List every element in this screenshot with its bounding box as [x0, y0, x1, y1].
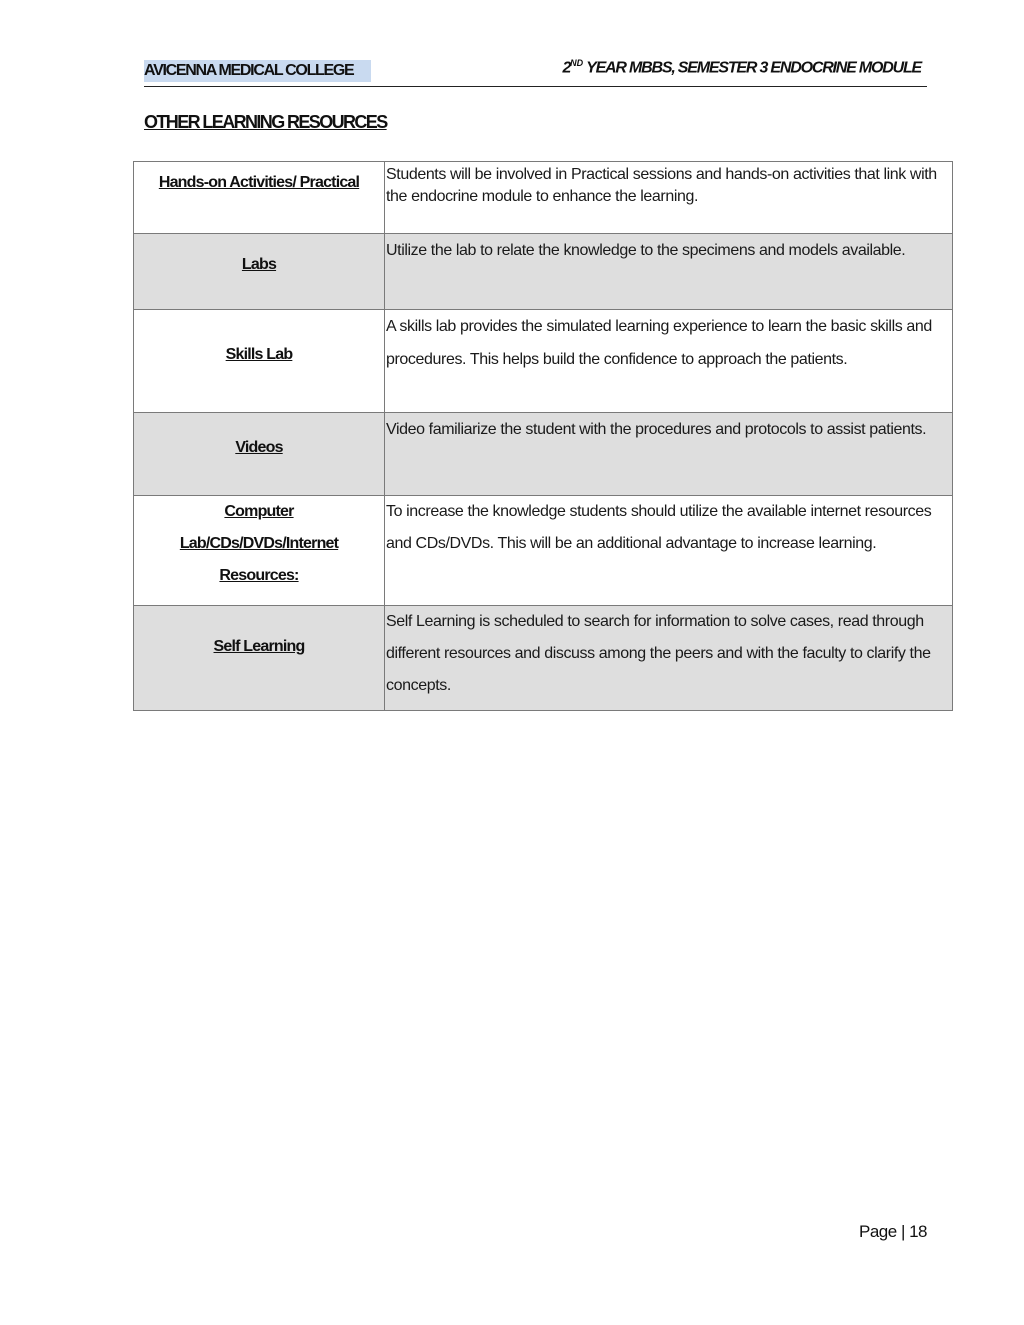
table-row [134, 310, 953, 413]
resource-description-cell [385, 496, 953, 606]
resource-description: Utilize the lab to relate the knowledge to the specimens and models available. [386, 242, 906, 259]
year-number: 2 [562, 59, 571, 77]
resource-label-cell [134, 162, 385, 234]
resource-label-cell [134, 310, 385, 413]
resource-label-cell [134, 413, 385, 496]
section-title: OTHER LEARNING RESOURCES [144, 112, 387, 132]
resource-label-cell [134, 496, 385, 606]
resource-label-cell [134, 234, 385, 310]
resource-label: Hands-on Activities/ Practical [158, 174, 360, 191]
module-title [562, 58, 921, 77]
resources-table [133, 161, 953, 711]
resource-description: Self Learning is scheduled to search for information to solve cases, read through different resources and discuss among the peers and with the faculty to clarify the concepts. [386, 613, 931, 694]
resource-label: Labs [241, 256, 277, 273]
resource-description: Students will be involved in Practical sessions and hands-on activities that link with the endocrine module to enhance the learning. [386, 166, 937, 205]
resource-label: Videos [235, 439, 283, 456]
table-row [134, 413, 953, 496]
resource-description: A skills lab provides the simulated learning experience to learn the basic skills and procedures. This helps build the confidence to approach the patients. [386, 318, 932, 368]
resource-description-cell [385, 234, 953, 310]
module-name: YEAR MBBS, SEMESTER 3 ENDOCRINE MODULE [583, 59, 921, 77]
resource-description-cell [385, 162, 953, 234]
resource-label-cell [134, 606, 385, 711]
resource-description-cell [385, 413, 953, 496]
resource-label-line: Computer [224, 503, 294, 520]
resource-label-line: Resources: [219, 567, 299, 584]
resource-description-cell [385, 606, 953, 711]
page-header [144, 56, 927, 87]
table-row [134, 234, 953, 310]
table-row [134, 162, 953, 234]
resource-label-line: Lab/CDs/DVDs/Internet [179, 535, 339, 552]
college-name: AVICENNA MEDICAL COLLEGE [144, 60, 371, 82]
table-row [134, 606, 953, 711]
resource-description: To increase the knowledge students should utilize the available internet resources and CDs/DVDs. This will be an additional advantage to increase learning. [386, 503, 932, 552]
resource-label: Self Learning [213, 638, 305, 655]
page-number: Page | 18 [859, 1222, 927, 1241]
table-row [134, 496, 953, 606]
year-suffix: ND [570, 58, 584, 68]
resource-description-cell [385, 310, 953, 413]
resource-label: Skills Lab [225, 346, 293, 363]
resource-description: Video familiarize the student with the procedures and protocols to assist patients. [386, 421, 927, 438]
